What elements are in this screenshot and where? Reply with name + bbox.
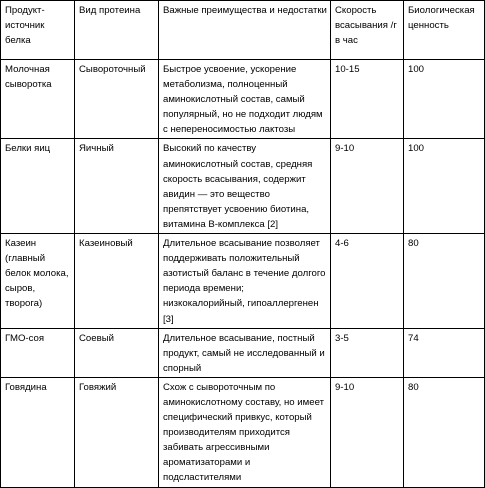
source-cell: Говядина [1, 377, 75, 487]
absorption-cell: 9-10 [331, 139, 404, 234]
table-row [1, 234, 485, 329]
pros-cons-cell: Длительное всасывание позволяет поддерживать положительный азотистый баланс в течение долгого периода времени; низкокалорийный, гипоаллергенен [3] [159, 234, 331, 329]
pros-cons-cell: Быстрое усвоение, ускорение метаболизма, полноценный аминокислотный состав, самый популярный, но не подходит людям с непереносимостью лактозы [159, 60, 331, 139]
protein-type-cell: Говяжий [75, 377, 159, 487]
protein-type-cell: Казеиновый [75, 234, 159, 329]
bio-value-cell: 74 [404, 328, 485, 377]
bio-value-cell: 80 [404, 234, 485, 329]
header-absorption-cell: Скорость всасывания /г в час [331, 1, 404, 60]
source-cell: Белки яиц [1, 139, 75, 234]
source-cell: Молочная сыворотка [1, 60, 75, 139]
absorption-cell: 4-6 [331, 234, 404, 329]
table-row [1, 60, 485, 139]
table-row [1, 139, 485, 234]
bio-value-cell: 80 [404, 377, 485, 487]
header-type-cell: Вид протеина [75, 1, 159, 60]
absorption-cell: 10-15 [331, 60, 404, 139]
absorption-cell: 3-5 [331, 328, 404, 377]
protein-type-cell: Яичный [75, 139, 159, 234]
table-header-row [1, 1, 485, 60]
protein-type-cell: Соевый [75, 328, 159, 377]
pros-cons-cell: Высокий по качеству аминокислотный состав, средняя скорость всасывания, содержит авидин — это вещество препятствует усвоению биотина, витамина В-комплекса [2] [159, 139, 331, 234]
bio-value-cell: 100 [404, 60, 485, 139]
source-cell: Казеин (главный белок молока, сыров, творога) [1, 234, 75, 329]
header-pros-cons-cell: Важные преимущества и недостатки [159, 1, 331, 60]
absorption-cell: 9-10 [331, 377, 404, 487]
table-row [1, 377, 485, 487]
header-source-cell: Продукт-источник белка [1, 1, 75, 60]
protein-type-cell: Сывороточный [75, 60, 159, 139]
table-row [1, 328, 485, 377]
source-cell: ГМО-соя [1, 328, 75, 377]
pros-cons-cell: Длительное всасывание, постный продукт, самый не исследованный и спорный [159, 328, 331, 377]
bio-value-cell: 100 [404, 139, 485, 234]
pros-cons-cell: Схож с сывороточным по аминокислотному составу, но имеет специфический привкус, который производителям приходится забивать агрессивными ароматизаторами и подсластителями [159, 377, 331, 487]
header-bio-value-cell: Биологическая ценность [404, 1, 485, 60]
